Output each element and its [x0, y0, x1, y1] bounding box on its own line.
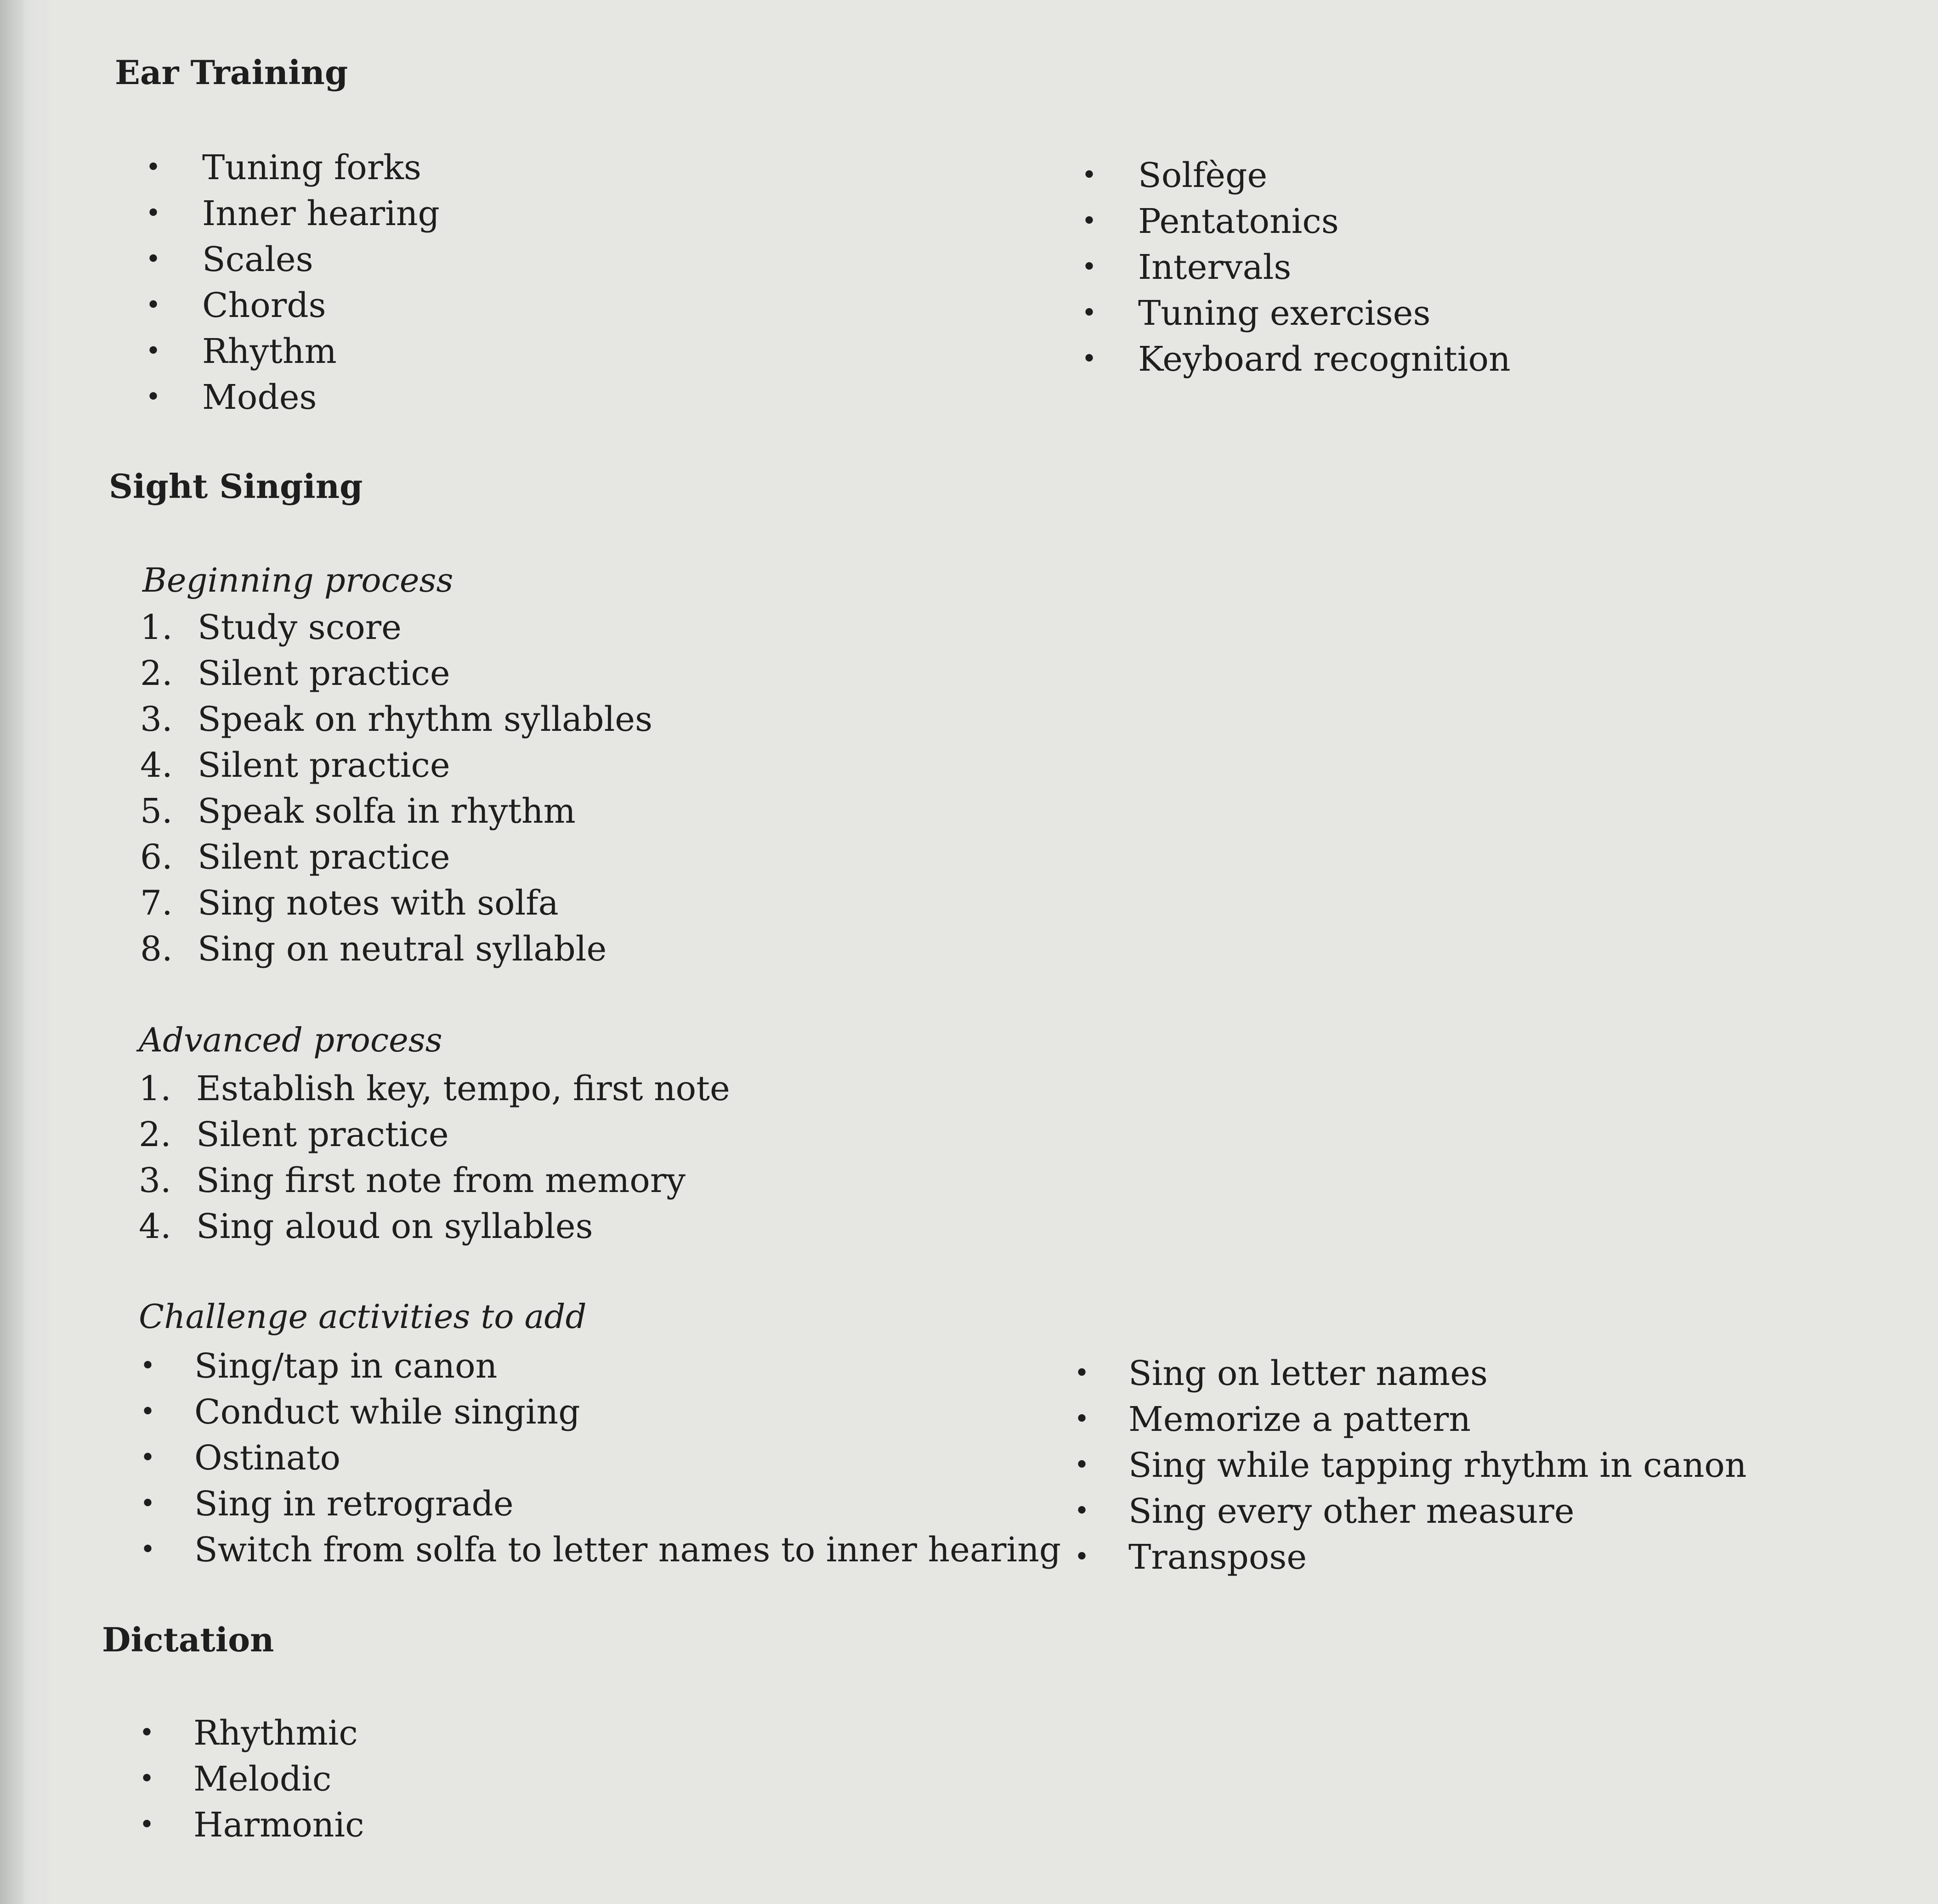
item-text: Study score — [198, 608, 402, 647]
step-number: 2. — [139, 1115, 171, 1154]
item-text: Melodic — [193, 1759, 332, 1799]
bullet-icon: • — [146, 153, 161, 182]
bullet-icon: • — [140, 1397, 156, 1427]
item-text: Silent practice — [196, 1115, 449, 1154]
bullet-icon: • — [140, 1351, 156, 1381]
bullet-icon: • — [140, 1535, 156, 1565]
item-text: Sing first note from memory — [196, 1161, 686, 1200]
step-number: 5. — [140, 791, 173, 831]
bullet-icon: • — [146, 382, 161, 412]
item-text: Transpose — [1128, 1537, 1307, 1577]
bullet-icon: • — [140, 1489, 156, 1519]
item-text: Switch from solfa to letter names to inner hearing — [194, 1530, 1061, 1570]
item-text: Establish key, tempo, first note — [196, 1069, 730, 1108]
item-text: Silent practice — [198, 746, 450, 785]
item-text: Scales — [202, 240, 313, 279]
bullet-icon: • — [1082, 252, 1097, 282]
bullet-icon: • — [146, 336, 161, 366]
bullet-icon: • — [146, 198, 161, 228]
item-text: Sing on neutral syllable — [198, 929, 607, 969]
bullet-icon: • — [1082, 160, 1097, 190]
bullet-icon: • — [1074, 1542, 1090, 1572]
bullet-icon: • — [1074, 1358, 1090, 1388]
bullet-icon: • — [140, 1443, 156, 1473]
bullet-icon: • — [1082, 206, 1097, 236]
item-text: Tuning exercises — [1138, 294, 1431, 333]
item-text: Speak solfa in rhythm — [198, 791, 576, 831]
step-number: 7. — [140, 883, 173, 923]
sight-singing-heading: Sight Singing — [109, 467, 363, 506]
bullet-icon: • — [139, 1764, 155, 1794]
bullet-icon: • — [1074, 1496, 1090, 1526]
step-number: 1. — [139, 1069, 171, 1108]
step-number: 3. — [140, 700, 173, 739]
step-number: 4. — [139, 1207, 171, 1246]
bullet-icon: • — [146, 244, 161, 274]
bullet-icon: • — [139, 1718, 155, 1748]
item-text: Sing notes with solfa — [198, 883, 559, 923]
step-number: 8. — [140, 929, 173, 969]
step-number: 6. — [140, 837, 173, 877]
item-text: Sing/tap in canon — [194, 1346, 498, 1386]
item-text: Sing on letter names — [1128, 1354, 1488, 1393]
item-text: Intervals — [1138, 248, 1292, 287]
item-text: Sing every other measure — [1128, 1492, 1575, 1531]
item-text: Tuning forks — [202, 148, 422, 187]
item-text: Conduct while singing — [194, 1392, 580, 1432]
binding-gutter — [0, 0, 25, 1904]
item-text: Keyboard recognition — [1138, 339, 1511, 379]
bullet-icon: • — [1074, 1450, 1090, 1480]
bullet-icon: • — [1074, 1404, 1090, 1434]
item-text: Inner hearing — [202, 194, 440, 233]
step-number: 2. — [140, 654, 173, 693]
item-text: Solfège — [1138, 156, 1268, 195]
item-text: Sing aloud on syllables — [196, 1207, 593, 1246]
step-number: 4. — [140, 746, 173, 785]
item-text: Ostinato — [194, 1438, 341, 1478]
advanced-process-subheading: Advanced process — [139, 1021, 442, 1059]
item-text: Sing while tapping rhythm in canon — [1128, 1446, 1747, 1485]
bullet-icon: • — [139, 1810, 155, 1840]
item-text: Rhythmic — [193, 1713, 358, 1753]
bullet-icon: • — [1082, 344, 1097, 374]
challenge-activities-subheading: Challenge activities to add — [139, 1297, 587, 1336]
beginning-process-subheading: Beginning process — [142, 561, 453, 599]
bullet-icon: • — [146, 290, 161, 320]
item-text: Harmonic — [193, 1805, 364, 1845]
item-text: Modes — [202, 378, 317, 417]
item-text: Silent practice — [198, 837, 450, 877]
item-text: Pentatonics — [1138, 202, 1339, 241]
step-number: 1. — [140, 608, 173, 647]
item-text: Chords — [202, 286, 326, 325]
bullet-icon: • — [1082, 298, 1097, 328]
item-text: Rhythm — [202, 332, 337, 371]
ear-training-heading: Ear Training — [115, 53, 348, 92]
item-text: Sing in retrograde — [194, 1484, 514, 1524]
item-text: Memorize a pattern — [1128, 1400, 1471, 1439]
step-number: 3. — [139, 1161, 171, 1200]
item-text: Speak on rhythm syllables — [198, 700, 653, 739]
item-text: Silent practice — [198, 654, 450, 693]
dictation-heading: Dictation — [102, 1620, 274, 1659]
